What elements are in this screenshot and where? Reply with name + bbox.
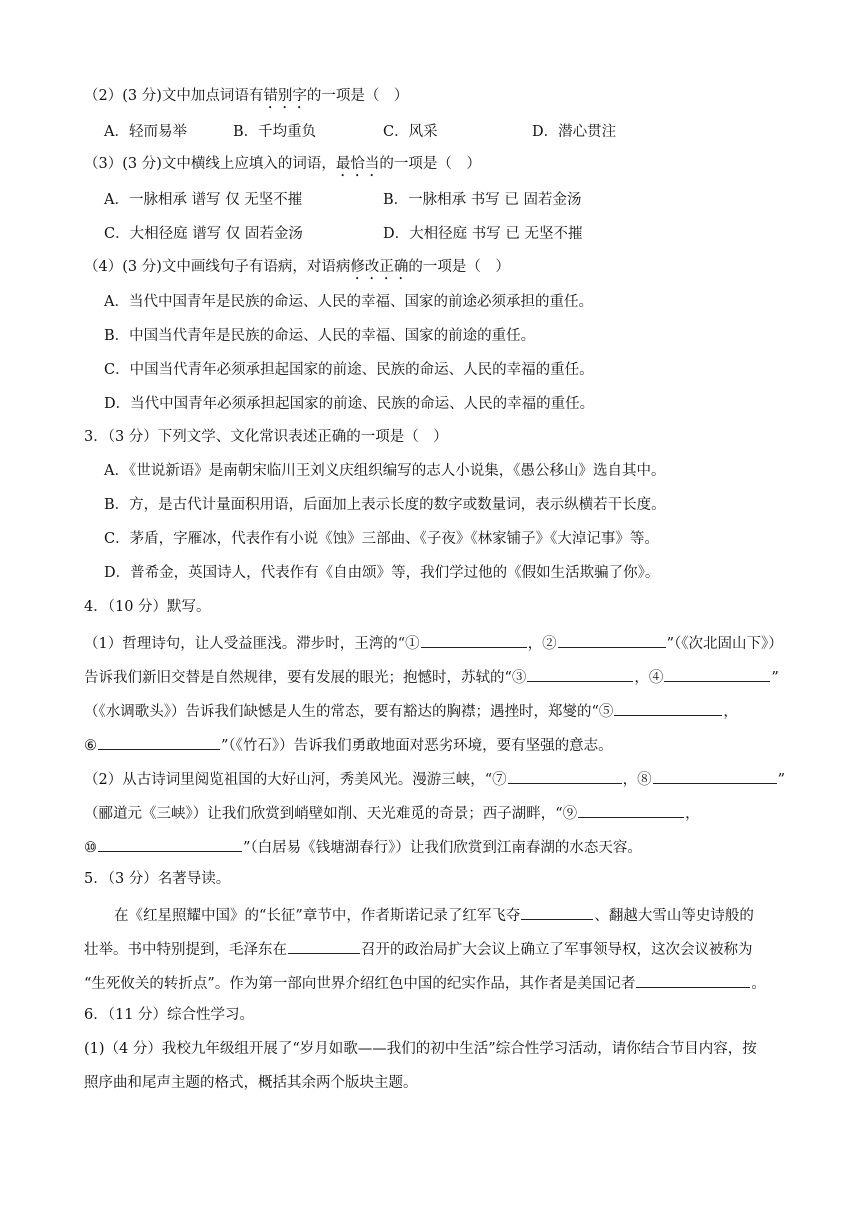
answer-blank-6[interactable]	[98, 733, 220, 750]
answer-blank-11[interactable]	[521, 903, 593, 920]
q4-part2-line2: （郦道元《三峡》）让我们欣赏到峭壁如削、天光难觅的奇景；西子湖畔，“⑨ ，	[84, 801, 700, 824]
answer-blank-9[interactable]	[578, 801, 684, 818]
q2-3-option-c: C．大相径庭 谱写 仅 固若金汤	[104, 226, 303, 242]
q2-3-option-a: A．一脉相承 谱写 仅 无坚不摧	[104, 192, 303, 208]
answer-blank-1[interactable]	[421, 631, 527, 648]
q4-stem: 4．（10 分）默写。	[84, 599, 211, 615]
q2-4-option-c: C．中国当代青年必须承担起国家的前途、民族的命运、人民的幸福的重任。	[104, 362, 594, 378]
q2-4-option-d: D．当代中国青年必须承担起国家的前途、民族的命运、人民的幸福的重任。	[104, 396, 595, 412]
q3-option-a: A．《世说新语》是南朝宋临川王刘义庆组织编写的志人小说集，《愚公移山》选自其中。	[104, 463, 666, 479]
answer-blank-3[interactable]	[527, 665, 633, 682]
answer-blank-13[interactable]	[636, 971, 750, 988]
q2-3-stem: （3）(3 分)文中横线上应填入的词语，最恰当的一项是（ ）	[84, 156, 481, 172]
q2-2-stem: （2）(3 分)文中加点词语有错别字的一项是（ ）	[84, 88, 409, 104]
answer-blank-8[interactable]	[653, 767, 777, 784]
q5-line2: 壮举。书中特别提到，毛泽东在 召开的政治局扩大会议上确立了军事领导权，这次会议被称为	[84, 937, 753, 960]
q2-2-option-b: B．千均重负	[233, 124, 317, 140]
q3-stem: 3．（3 分）下列文学、文化常识表述正确的一项是（ ）	[84, 429, 448, 445]
q6-part1-line1: (1)（4 分）我校九年级组开展了“岁月如歌——我们的初中生活”综合性学习活动，请你结合节目内容，按	[84, 1041, 757, 1057]
q3-option-b: B．方，是古代计量面积用语，后面加上表示长度的数字或数量词，表示纵横若干长度。	[104, 497, 666, 513]
q3-option-d: D．普希金，英国诗人，代表作有《自由颂》等，我们学过他的《假如生活欺骗了你》。	[104, 565, 660, 581]
q2-2-option-c: C．风采	[383, 124, 438, 140]
q5-line3: “生死攸关的转折点”。作为第一部向世界介绍红色中国的纪实作品，其作者是美国记者 。	[84, 971, 766, 994]
q4-part1-line1: （1）哲理诗句，让人受益匪浅。滞步时，王湾的“① ，② ”（《次北固山下》）	[84, 631, 783, 654]
answer-blank-4[interactable]	[664, 665, 770, 682]
q2-4-option-b: B．中国当代青年是民族的命运、人民的幸福、国家的前途的重任。	[104, 328, 536, 344]
q2-2-option-a: A．轻而易举	[104, 124, 187, 140]
q2-3-option-b: B．一脉相承 书写 已 固若金汤	[383, 192, 582, 208]
q2-4-option-a: A．当代中国青年是民族的命运、人民的幸福、国家的前途必须承担的重任。	[104, 294, 593, 310]
q5-stem: 5．（3 分）名著导读。	[84, 871, 231, 887]
q2-4-stem: （4）(3 分)文中画线句子有语病，对语病修改正确的一项是（ ）	[84, 259, 510, 275]
q2-3-option-d: D．大相径庭 书写 已 无坚不摧	[383, 226, 583, 242]
q4-part1-line2: 告诉我们新旧交替是自然规律，要有发展的眼光；抱憾时，苏轼的“③ ，④ ”	[84, 665, 779, 688]
q5-line1: 在《红星照耀中国》的“长征”章节中，作者斯诺记录了红军飞夺 、翻越大雪山等史诗般的	[114, 903, 754, 926]
answer-blank-2[interactable]	[558, 631, 666, 648]
q4-part2-line3: ⑩ ”（白居易《钱塘湖春行》）让我们欣赏到江南春湖的水态天容。	[84, 835, 642, 858]
q4-part1-line3: （《水调歌头》）告诉我们缺憾是人生的常态，要有豁达的胸襟；遇挫时，郑燮的“⑤ ，	[84, 699, 738, 722]
answer-blank-5[interactable]	[614, 699, 722, 716]
answer-blank-7[interactable]	[508, 767, 622, 784]
answer-blank-10[interactable]	[98, 835, 242, 852]
q6-stem: 6．（11 分）综合性学习。	[84, 1007, 255, 1023]
answer-blank-12[interactable]	[288, 937, 360, 954]
q2-2-option-d: D．潜心贯注	[532, 124, 617, 140]
q3-option-c: C．茅盾，字雁冰，代表作有小说《蚀》三部曲、《子夜》《林家铺子》《大淖记事》等。	[104, 531, 659, 547]
q6-part1-line2: 照序曲和尾声主题的格式，概括其余两个版块主题。	[84, 1075, 418, 1091]
q4-part2-line1: （2）从古诗词里阅览祖国的大好山河，秀美风光。漫游三峡，“⑦ ，⑧ ”	[84, 767, 785, 790]
q4-part1-line4: ⑥ ”（《竹石》）告诉我们勇敢地面对恶劣环境，要有坚强的意志。	[84, 733, 613, 756]
